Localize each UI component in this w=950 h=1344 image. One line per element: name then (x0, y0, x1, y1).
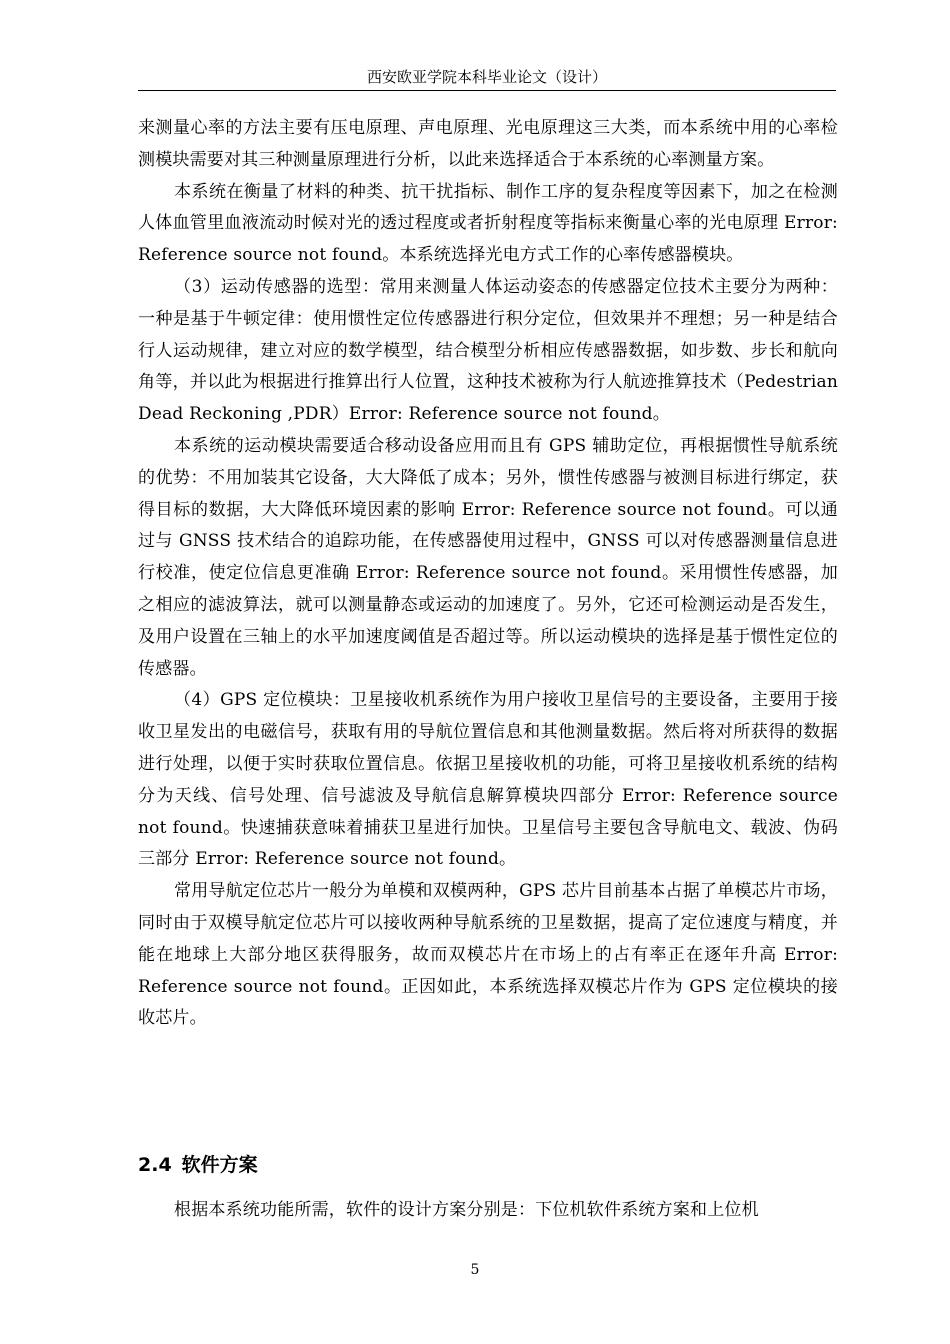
body-text (138, 113, 838, 1035)
paragraph-photoelectric-choice: 本系统在衡量了材料的种类、抗干扰指标、制作工序的复杂程度等因素下，加之在检测人体血管里血液流动时候对光的透过程度或者折射程度等指标来衡量心率的光电原理 Error: Reference source not found。本系统选择光电方式工作的心率传感器模块。 (138, 181, 838, 266)
paragraph-motion-module: 本系统的运动模块需要适合移动设备应用而且有 GPS 辅助定位，再根据惯性导航系统的优势：不用加装其它设备，大大降低了成本；另外，惯性传感器与被测目标进行绑定，获得目标的数据，大大降低环境因素的影响 Error: Reference source not found。可以通过与 GNSS 技术结合的追踪功能，在传感器使用过程中，GNSS 可以对传感器测量信息进行校准，使定位信息更准确 Error: Reference source not found。采用惯性传感器，加之相应的滤波算法，就可以测量静态或运动的加速度了。另外，它还可检测运动是否发生，及用户设置在三轴上的水平加速度阈值是否超过等。所以运动模块的选择是基于惯性定位的传感器。 (138, 435, 838, 679)
paragraph-motion-sensor-selection: （3）运动传感器的选型：常用来测量人体运动姿态的传感器定位技术主要分为两种：一种是基于牛顿定律：使用惯性定位传感器进行积分定位，但效果并不理想；另一种是结合行人运动规律，建立对应的数学模型，结合模型分析相应传感器数据，如步数、步长和航向角等，并以此为根据进行推算出行人位置，这种技术被称为行人航迹推算技术（Pedestrian Dead Reckoning ,PDR）Error: Reference source not found。 (138, 276, 838, 425)
paragraph-navigation-chip: 常用导航定位芯片一般分为单模和双模两种，GPS 芯片目前基本占据了单模芯片市场，同时由于双模导航定位芯片可以接收两种导航系统的卫星数据，提高了定位速度与精度，并能在地球上大部分地区获得服务，故而双模芯片在市场上的占有率正在逐年升高 Error: Reference source not found。正因如此，本系统选择双模芯片作为 GPS 定位模块的接收芯片。 (138, 881, 838, 1029)
section-number: 2.4 (138, 1154, 172, 1176)
header-title: 西安欧亚学院本科毕业论文（设计） (366, 68, 607, 86)
section-title: 软件方案 (181, 1154, 258, 1176)
section-heading (138, 1150, 258, 1180)
page-header (138, 66, 836, 91)
paragraph-heart-rate-methods: 来测量心率的方法主要有压电原理、声电原理、光电原理这三大类，而本系统中用的心率检测模块需要对其三种测量原理进行分析，以此来选择适合于本系统的心率测量方案。 (138, 118, 838, 170)
paragraph-gps-module: （4）GPS 定位模块：卫星接收机系统作为用户接收卫星信号的主要设备，主要用于接收卫星发出的电磁信号，获取有用的导航位置信息和其他测量数据。然后将对所获得的数据进行处理，以便于实时获取位置信息。依据卫星接收机的功能，可将卫星接收机系统的结构分为天线、信号处理、信号滤波及导航信息解算模块四部分 Error: Reference source not found。快速捕获意味着捕获卫星进行加快。卫星信号主要包含导航电文、载波、伪码三部分 Error: Reference source not found。 (138, 690, 838, 870)
page-number: 5 (470, 1262, 480, 1278)
paragraph-software-plan: 根据本系统功能所需，软件的设计方案分别是：下位机软件系统方案和上位机 (174, 1200, 759, 1220)
section-body (138, 1195, 838, 1227)
